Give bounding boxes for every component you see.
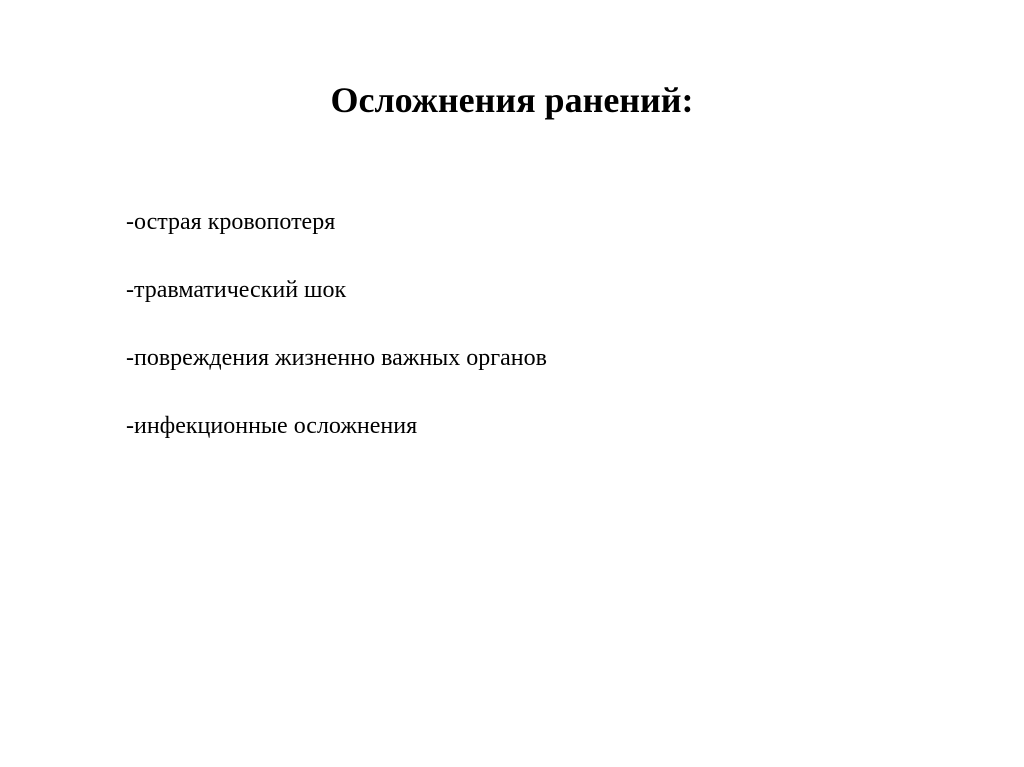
list-item: -травматический шок [126,277,347,303]
complications-list [126,204,547,476]
list-item: -острая кровопотеря [126,209,336,235]
slide-title: Осложнения ранений: [330,80,694,120]
list-item: -повреждения жизненно важных органов [126,345,547,371]
list-item: -инфекционные осложнения [126,413,418,439]
